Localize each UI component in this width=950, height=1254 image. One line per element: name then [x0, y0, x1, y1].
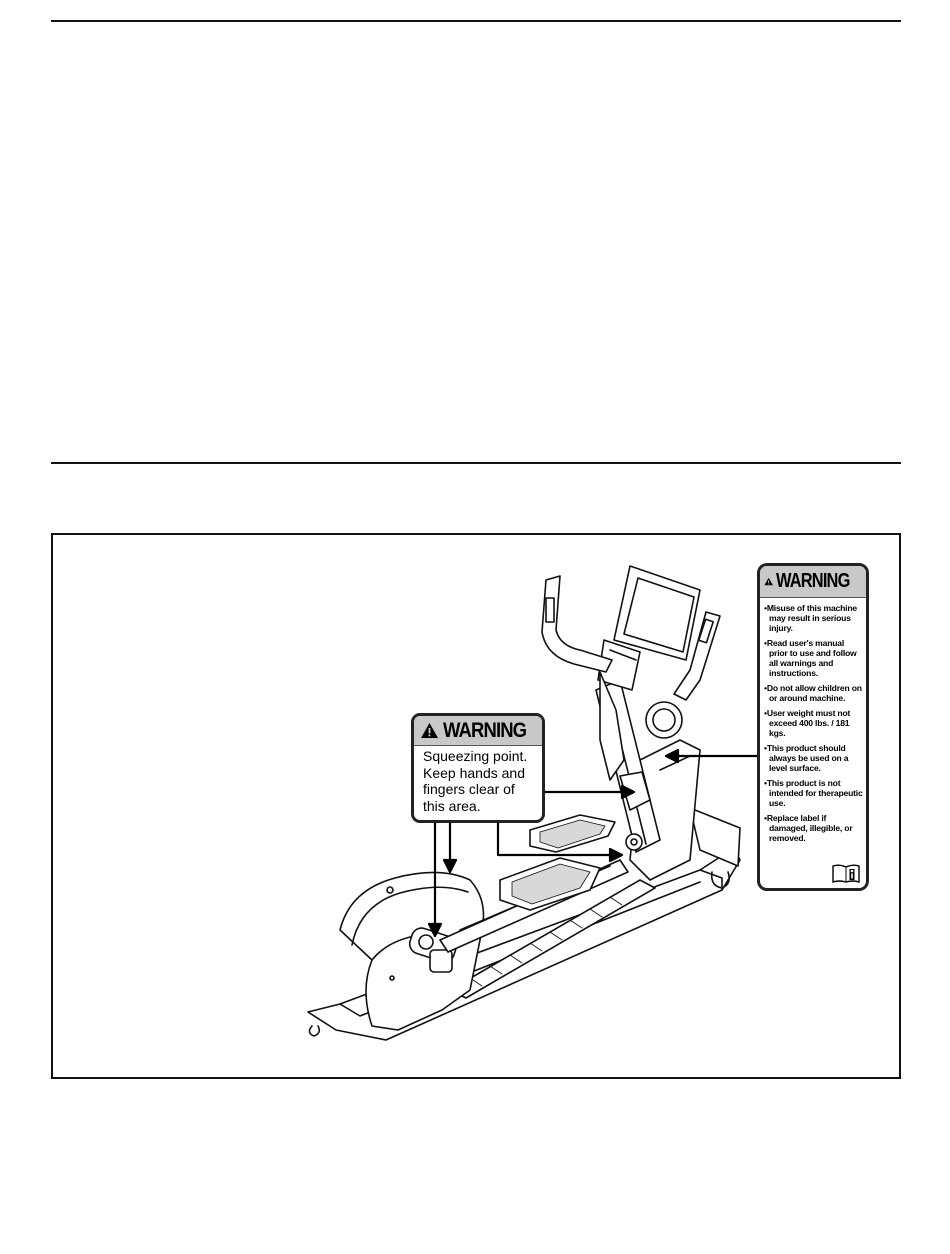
warning-item: • Replace label if damaged, illegible, or removed. — [764, 813, 864, 843]
warning-item: • This product is not intended for therapeutic use. — [764, 778, 864, 808]
warning-header — [414, 716, 542, 746]
warning-header — [760, 566, 866, 598]
warning-line: fingers clear of — [423, 781, 515, 797]
warning-triangle-icon — [420, 722, 439, 739]
warning-item: • Misuse of this machine may result in serious injury. — [764, 603, 864, 633]
warning-title: WARNING — [776, 570, 850, 592]
warning-text — [414, 746, 542, 814]
warning-triangle-icon — [764, 572, 773, 591]
warning-list — [760, 603, 866, 843]
warning-item: • Read user's manual prior to use and follow all warnings and instructions. — [764, 638, 864, 678]
warning-item: • This product should always be used on a level surface. — [764, 743, 864, 773]
warning-title: WARNING — [443, 718, 527, 742]
pinch-point-warning-label — [411, 713, 545, 823]
warning-line: this area. — [423, 797, 481, 814]
warning-line: Squeezing point. — [423, 748, 528, 764]
general-warning-label — [757, 563, 869, 891]
manual-info-icon — [832, 863, 860, 883]
warning-line: Keep hands and — [423, 764, 525, 781]
warning-item: • User weight must not exceed 400 lbs. / 181 kgs. — [764, 708, 864, 738]
warning-item: • Do not allow children on or around machine. — [764, 683, 864, 703]
